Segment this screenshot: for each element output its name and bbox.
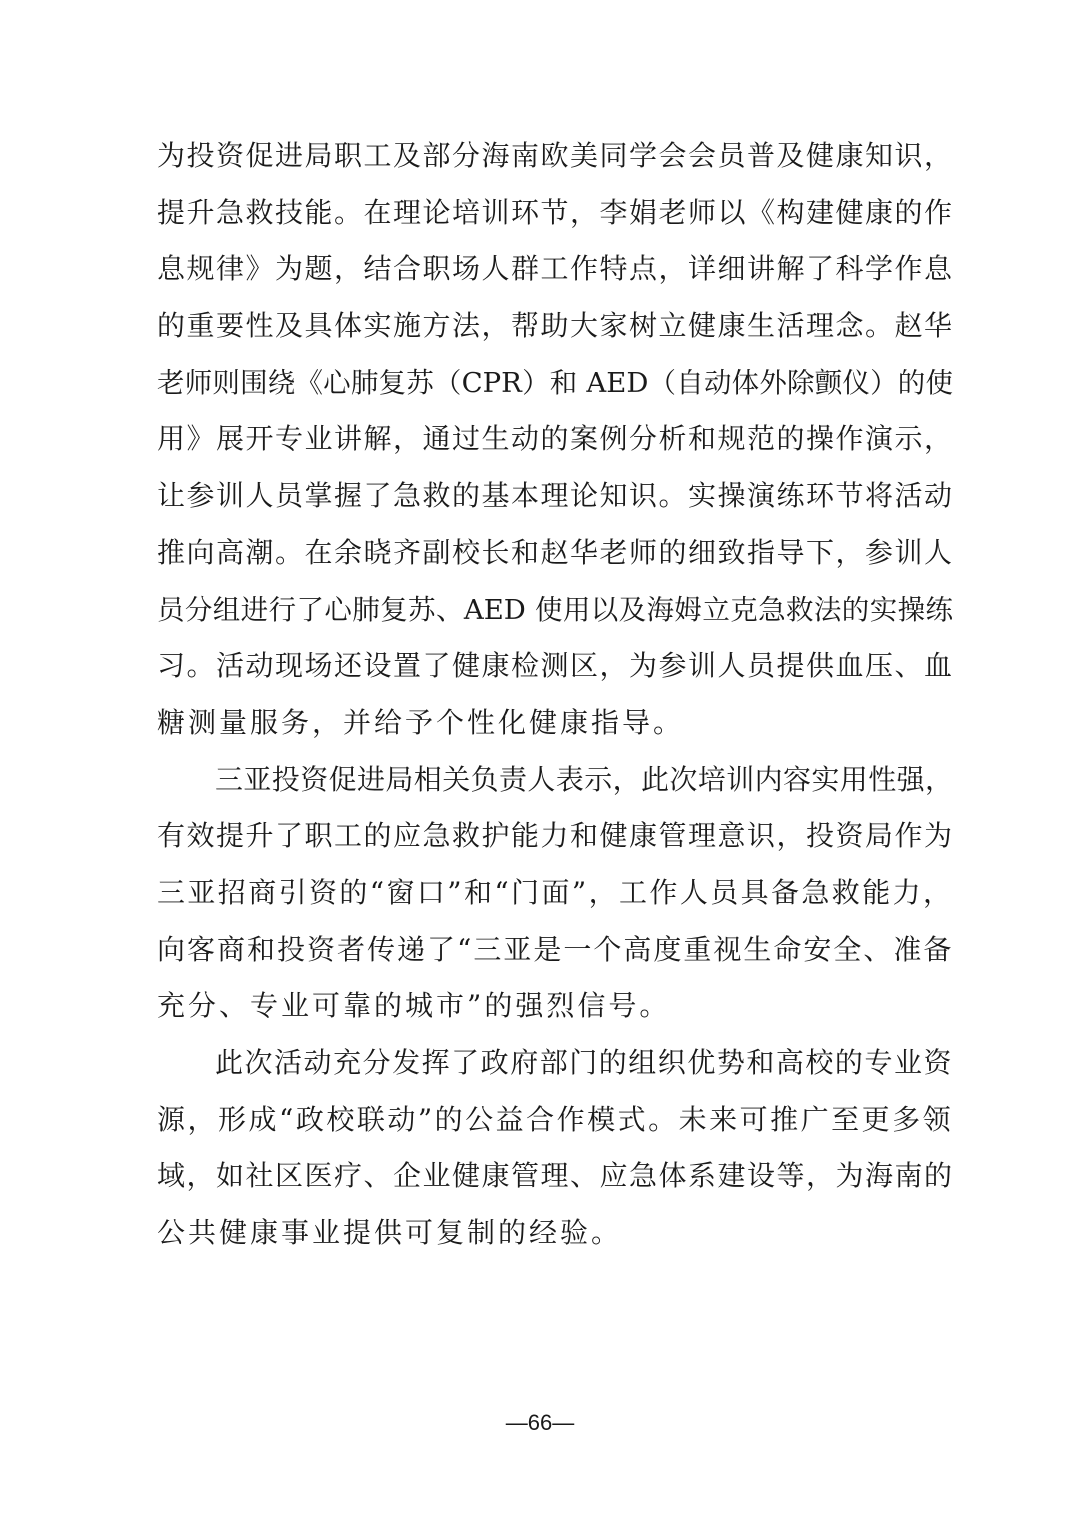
paragraph-1-line-2: 提升急救技能。在理论培训环节，李娟老师以《构建健康的作 — [157, 195, 953, 229]
paragraph-1-line-4: 的重要性及具体实施方法，帮助大家树立健康生活理念。赵华 — [157, 309, 953, 343]
paragraph-1-line-1: 为投资促进局职工及部分海南欧美同学会会员普及健康知识， — [157, 139, 953, 172]
paragraph-3-line-2: 源，形成“政校联动”的公益合作模式。未来可推广至更多领 — [157, 1102, 954, 1136]
paragraph-1-line-5: 老师则围绕《心肺复苏（CPR）和 AED（自动体外除颤仪）的使 — [157, 366, 953, 399]
paragraph-2-line-2: 有效提升了职工的应急救护能力和健康管理意识，投资局作为 — [157, 819, 953, 853]
body-text — [157, 128, 953, 1262]
paragraph-1-line-8: 推向高潮。在余晓齐副校长和赵华老师的细致指导下，参训人 — [157, 535, 953, 569]
paragraph-3-line-1: 此次活动充分发挥了政府部门的组织优势和高校的专业资 — [215, 1046, 953, 1079]
paragraph-2-line-3: 三亚招商引资的“窗口”和“门面”，工作人员具备急救能力， — [157, 875, 953, 909]
paragraph-1-line-11: 糖测量服务，并给予个性化健康指导。 — [157, 705, 685, 739]
paragraph-3-line-3: 域，如社区医疗、企业健康管理、应急体系建设等，为海南的 — [157, 1159, 953, 1193]
paragraph-3-line-4: 公共健康事业提供可复制的经验。 — [157, 1216, 623, 1250]
paragraph-2-line-4: 向客商和投资者传递了“三亚是一个高度重视生命安全、准备 — [157, 932, 954, 966]
paragraph-2-line-1: 三亚投资促进局相关负责人表示，此次培训内容实用性强， — [215, 762, 953, 796]
paragraph-1-line-7: 让参训人员掌握了急救的基本理论知识。实操演练环节将活动 — [157, 479, 953, 513]
paragraph-1-line-6: 用》展开专业讲解，通过生动的案例分析和规范的操作演示， — [157, 422, 953, 456]
paragraph-2-line-5: 充分、专业可靠的城市”的强烈信号。 — [157, 989, 671, 1023]
paragraph-1-line-10: 习。活动现场还设置了健康检测区，为参训人员提供血压、血 — [157, 649, 953, 683]
paragraph-1-line-9: 员分组进行了心肺复苏、AED 使用以及海姆立克急救法的实操练 — [157, 593, 953, 626]
paragraph-1-line-3: 息规律》为题，结合职场人群工作特点，详细讲解了科学作息 — [157, 252, 953, 286]
page-number: —66— — [505, 1410, 575, 1435]
